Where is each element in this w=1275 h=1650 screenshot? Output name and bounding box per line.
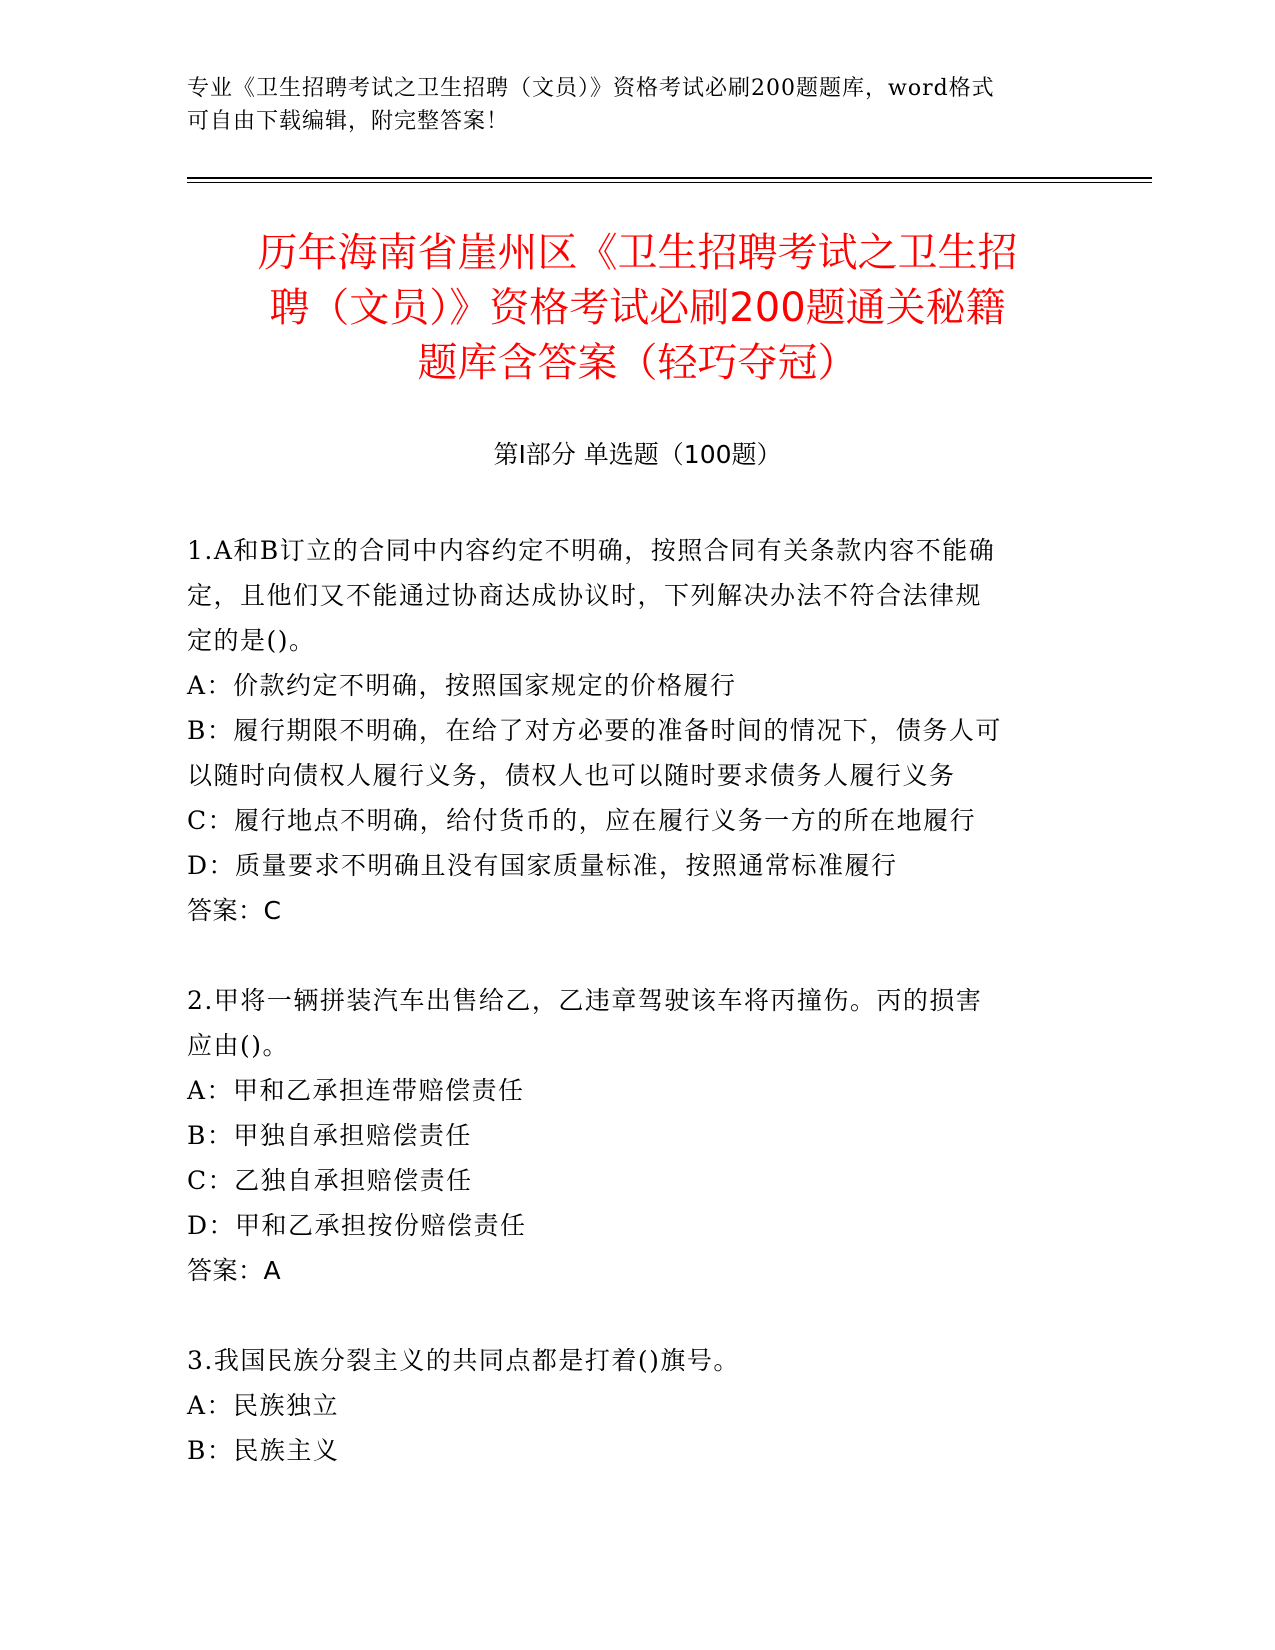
option-a: A：价款约定不明确，按照国家规定的价格履行	[187, 671, 737, 700]
question-stem: 定的是()。	[187, 626, 316, 655]
header-rule	[187, 182, 1152, 183]
spacer	[187, 933, 1087, 978]
option-b: B：民族主义	[187, 1436, 340, 1465]
option-c: C：履行地点不明确，给付货币的，应在履行义务一方的所在地履行	[187, 806, 977, 835]
question-stem: 定，且他们又不能通过协商达成协议时，下列解决办法不符合法律规	[187, 581, 983, 610]
option-c: C：乙独自承担赔偿责任	[187, 1166, 473, 1195]
question-item	[187, 978, 1087, 1293]
question-item	[187, 528, 1087, 933]
option-d: D：质量要求不明确且没有国家质量标准，按照通常标准履行	[187, 851, 898, 880]
spacer	[187, 1293, 1087, 1338]
header-note	[187, 72, 1067, 138]
answer: 答案：C	[187, 896, 282, 925]
title-line: 聘（文员）》资格考试必刷200题通关秘籍	[269, 285, 1006, 331]
title-line: 历年海南省崖州区《卫生招聘考试之卫生招	[257, 230, 1018, 276]
question-item	[187, 1338, 1087, 1473]
document-title	[160, 226, 1115, 391]
header-rule	[187, 177, 1152, 179]
question-stem: 2.甲将一辆拼装汽车出售给乙，乙违章驾驶该车将丙撞伤。丙的损害	[187, 986, 983, 1015]
header-note-line: 专业《卫生招聘考试之卫生招聘（文员）》资格考试必刷200题题库，word格式	[187, 76, 995, 101]
option-a: A：民族独立	[187, 1391, 340, 1420]
option-b: B：履行期限不明确，在给了对方必要的准备时间的情况下，债务人可	[187, 716, 1002, 745]
question-stem: 1.A和B订立的合同中内容约定不明确，按照合同有关条款内容不能确	[187, 536, 996, 565]
question-stem: 应由()。	[187, 1031, 290, 1060]
option-b: B：甲独自承担赔偿责任	[187, 1121, 472, 1150]
option-a: A：甲和乙承担连带赔偿责任	[187, 1076, 525, 1105]
answer: 答案：A	[187, 1256, 282, 1285]
header-note-line: 可自由下载编辑，附完整答案！	[187, 109, 510, 134]
title-line: 题库含答案（轻巧夺冠）	[417, 340, 858, 386]
option-b-continued: 以随时向债权人履行义务，债权人也可以随时要求债务人履行义务	[187, 761, 956, 790]
section-title: 第Ⅰ部分 单选题（100题）	[493, 440, 782, 469]
option-d: D：甲和乙承担按份赔偿责任	[187, 1211, 527, 1240]
question-stem: 3.我国民族分裂主义的共同点都是打着()旗号。	[187, 1346, 740, 1375]
question-list	[187, 528, 1087, 1473]
